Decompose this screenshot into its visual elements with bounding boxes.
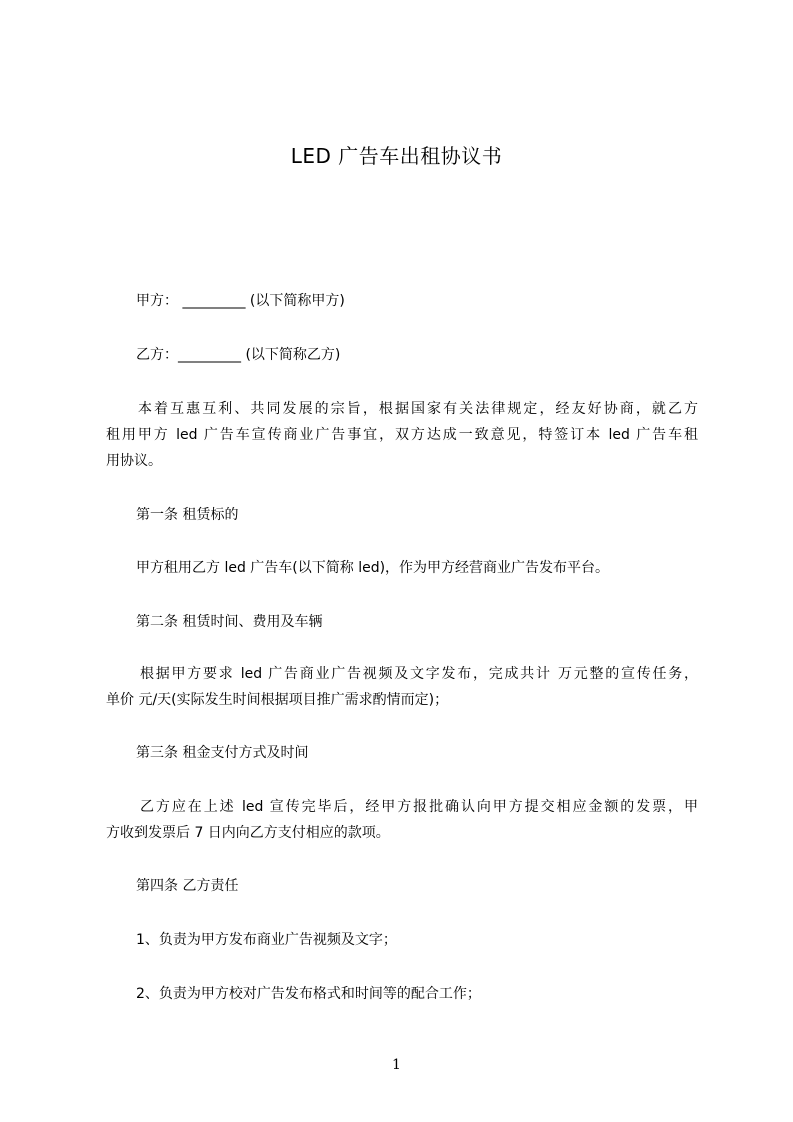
document-title: LED 广告车出租协议书 [290, 144, 503, 168]
article-3-title: 第三条 租金支付方式及时间 [136, 745, 309, 761]
party-b-line: 乙方：_________ (以下简称乙方) [136, 347, 341, 363]
article-4-item-2: 2、负责为甲方校对广告发布格式和时间等的配合工作； [136, 986, 481, 1002]
article-3-body-line-2: 方收到发票后 7 日内向乙方支付相应的款项。 [106, 825, 390, 841]
article-4-item-1: 1、负责为甲方发布商业广告视频及文字； [136, 932, 397, 948]
article-1-title: 第一条 租赁标的 [136, 507, 239, 523]
article-4-title: 第四条 乙方责任 [136, 878, 239, 894]
preamble-line-3: 用协议。 [106, 453, 162, 469]
party-a-line: 甲方： _________ (以下简称甲方) [136, 293, 345, 309]
preamble-line-1: 本着互惠互利、共同发展的宗旨，根据国家有关法律规定，经友好协商，就乙方 [138, 401, 698, 417]
article-2-body-line-1: 根据甲方要求 led 广告商业广告视频及文字发布，完成共计 万元整的宣传任务， [140, 666, 698, 682]
preamble-line-2: 租用甲方 led 广告车宣传商业广告事宜，双方达成一致意见，特签订本 led 广告车租 [106, 427, 698, 443]
article-2-title: 第二条 租赁时间、费用及车辆 [136, 614, 323, 630]
page-number: 1 [392, 1057, 401, 1073]
article-2-body-line-2: 单价 元/天(实际发生时间根据项目推广需求酌情而定)； [106, 692, 449, 708]
article-3-body-line-1: 乙方应在上述 led 宣传完毕后，经甲方报批确认向甲方提交相应金额的发票，甲 [140, 799, 698, 815]
article-1-body: 甲方租用乙方 led 广告车(以下简称 led)，作为甲方经营商业广告发布平台。 [136, 560, 610, 576]
